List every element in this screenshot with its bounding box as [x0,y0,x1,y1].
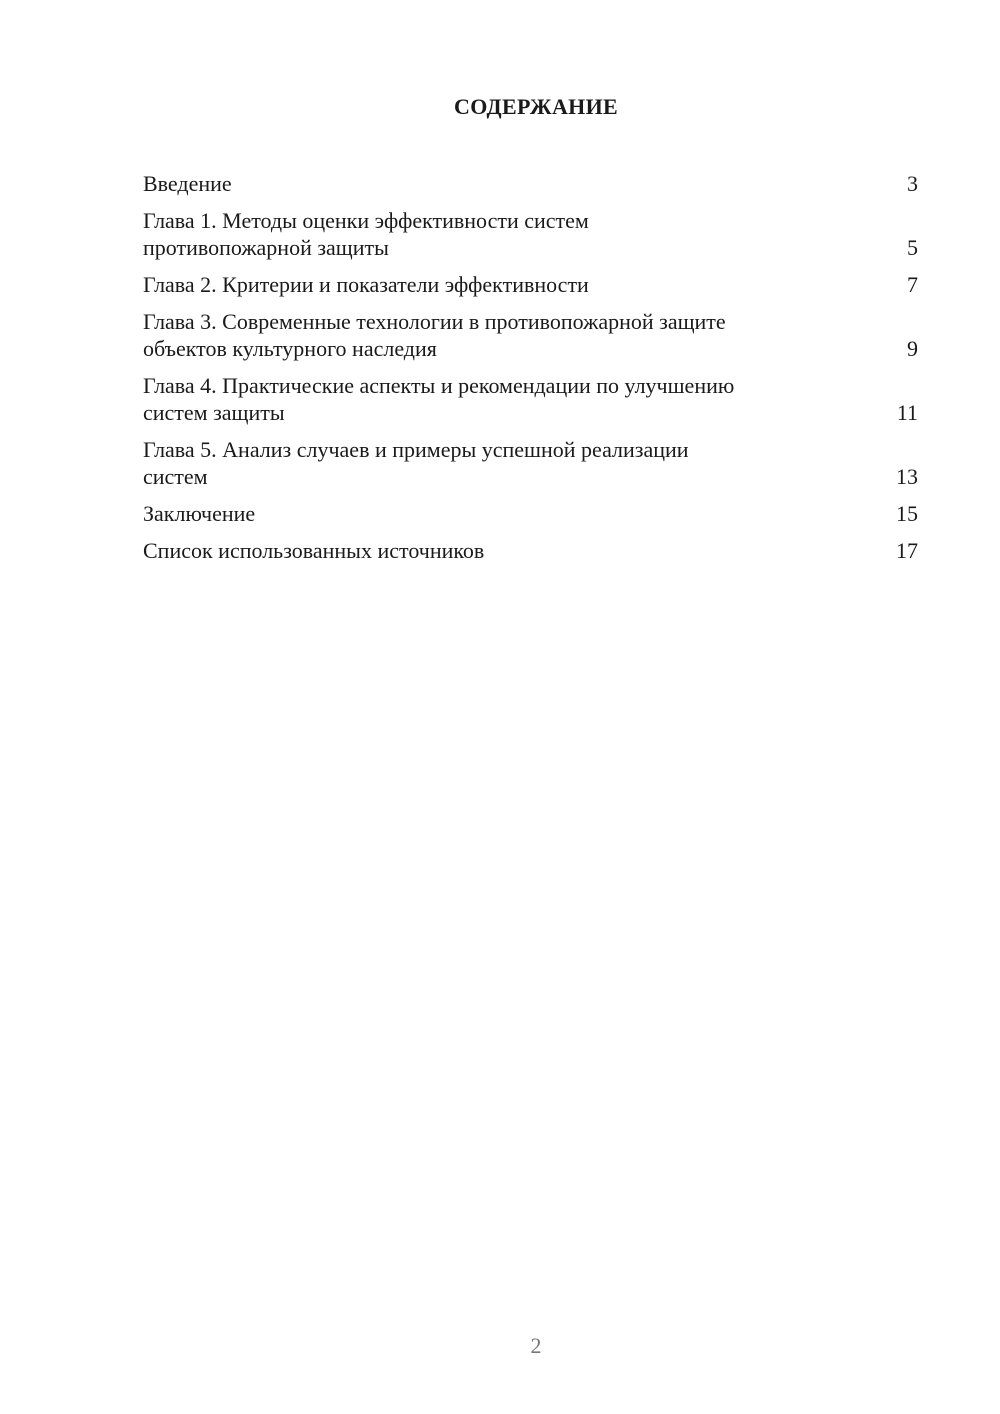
toc-entry-line: Глава 2. Критерии и показатели эффективности [143,272,589,297]
toc-entry-line: систем [143,464,208,489]
toc-entry-chapter-5 [143,436,918,490]
table-of-contents [143,170,918,574]
toc-entry-page: 9 [907,336,918,361]
toc-entry-line: Глава 1. Методы оценки эффективности систем [143,208,589,233]
toc-entry-page: 17 [896,538,918,563]
toc-entry-line: Введение [143,171,232,196]
toc-entry-page: 13 [896,464,918,489]
toc-entry-page: 15 [896,501,918,526]
toc-entry-line: Список использованных источников [143,538,485,563]
toc-entry-chapter-4 [143,372,918,426]
toc-entry-title [143,537,918,564]
toc-entry-line: Глава 4. Практические аспекты и рекомендации по улучшению [143,373,735,398]
toc-entry-page: 7 [907,272,918,297]
toc-entry-line: противопожарной защиты [143,235,389,260]
toc-entry-line: Глава 5. Анализ случаев и примеры успешной реализации [143,437,689,462]
toc-entry-title [143,170,918,197]
toc-entry-chapter-3 [143,308,918,362]
toc-entry-references [143,537,918,564]
toc-entry-title [143,207,918,261]
toc-entry-chapter-1 [143,207,918,261]
toc-entry-title [143,372,918,426]
toc-entry-chapter-2 [143,271,918,298]
toc-entry-line: объектов культурного наследия [143,336,437,361]
toc-entry-title [143,436,918,490]
toc-entry-line: Заключение [143,501,256,526]
page-title: СОДЕРЖАНИЕ [454,94,618,119]
toc-entry-title [143,271,918,298]
toc-entry-page: 11 [896,400,918,425]
toc-entry-page: 5 [907,235,918,260]
page-number: 2 [530,1333,542,1358]
toc-entry-line: Глава 3. Современные технологии в противопожарной защите [143,309,726,334]
toc-entry-title [143,500,918,527]
toc-entry-introduction [143,170,918,197]
toc-entry-line: систем защиты [143,400,285,425]
toc-entry-conclusion [143,500,918,527]
toc-entry-title [143,308,918,362]
toc-entry-page: 3 [907,171,918,196]
